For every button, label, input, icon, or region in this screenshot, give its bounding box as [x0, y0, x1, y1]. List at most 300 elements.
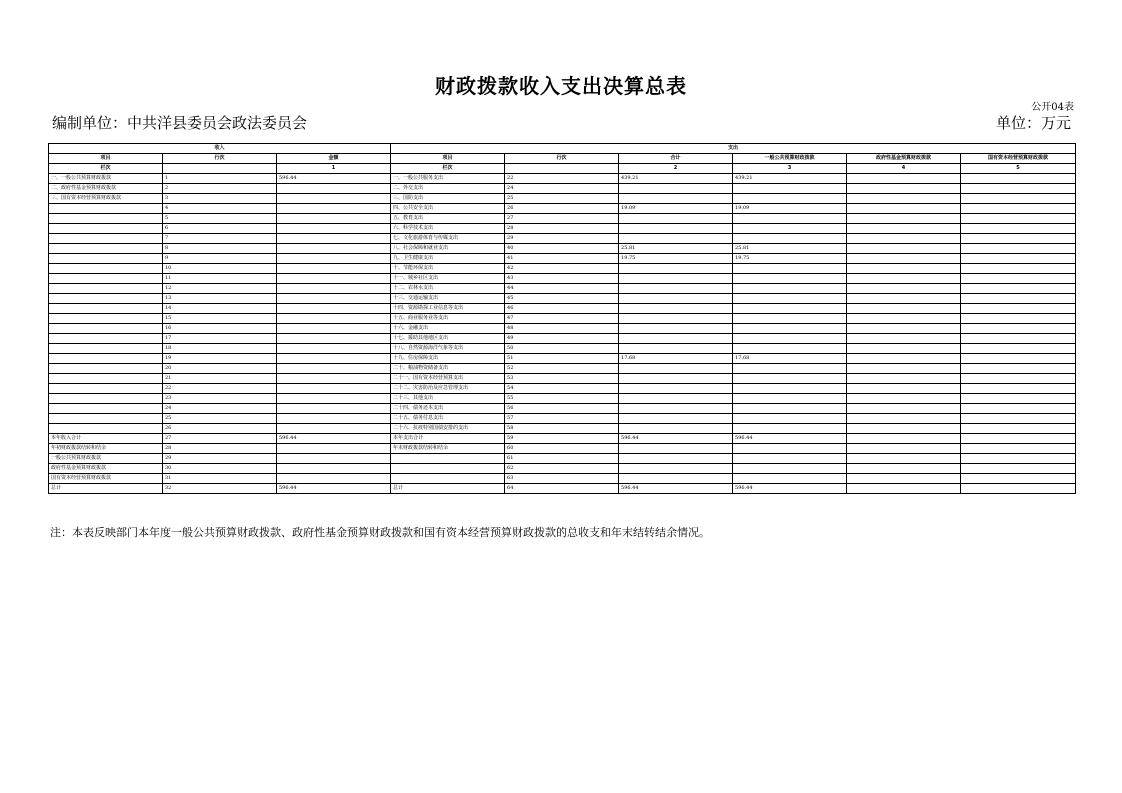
table-cell: 十九、住房保障支出: [391, 354, 505, 364]
table-cell: 41: [505, 254, 619, 264]
table-cell: 61: [505, 454, 619, 464]
table-cell: 十四、资源勘探工业信息等支出: [391, 304, 505, 314]
table-cell: [733, 474, 847, 484]
table-cell: 596.44: [619, 434, 733, 444]
table-cell: [49, 394, 163, 404]
table-cell: [277, 204, 391, 214]
table-row: [49, 204, 1076, 214]
table-cell: 59: [505, 434, 619, 444]
table-cell: 八、社会保障和就业支出: [391, 244, 505, 254]
table-row: [49, 354, 1076, 364]
table-cell: [49, 244, 163, 254]
table-cell: 25: [163, 414, 277, 424]
table-cell: [847, 234, 961, 244]
table-cell: 54: [505, 384, 619, 394]
table-cell: 年末财政拨款结转和结余: [391, 444, 505, 454]
index-cell: 5: [961, 164, 1076, 174]
table-cell: [847, 464, 961, 474]
table-cell: [619, 194, 733, 204]
table-row: [49, 484, 1076, 494]
index-cell: 1: [277, 164, 391, 174]
table-cell: [49, 274, 163, 284]
table-cell: [847, 344, 961, 354]
table-cell: 国有资本经营预算财政拨款: [49, 474, 163, 484]
table-cell: [733, 384, 847, 394]
table-cell: 三、国防支出: [391, 194, 505, 204]
table-cell: [961, 444, 1076, 454]
org-label: 编制单位：中共洋县委员会政法委员会: [52, 114, 308, 132]
table-cell: [961, 184, 1076, 194]
table-cell: [733, 414, 847, 424]
table-cell: [733, 194, 847, 204]
table-cell: 一、一般公共预算财政拨款: [49, 174, 163, 184]
table-cell: [961, 324, 1076, 334]
table-cell: [961, 244, 1076, 254]
table-cell: 17.68: [733, 354, 847, 364]
table-cell: [847, 384, 961, 394]
table-cell: [619, 474, 733, 484]
table-cell: 8: [163, 244, 277, 254]
table-row: [49, 314, 1076, 324]
table-cell: 26: [163, 424, 277, 434]
table-cell: 十五、商业服务业等支出: [391, 314, 505, 324]
table-cell: [733, 404, 847, 414]
table-cell: [733, 344, 847, 354]
table-cell: 7: [163, 234, 277, 244]
table-cell: 21: [163, 374, 277, 384]
table-row: [49, 214, 1076, 224]
table-cell: [619, 324, 733, 334]
table-cell: 64: [505, 484, 619, 494]
table-cell: [961, 464, 1076, 474]
table-cell: 22: [163, 384, 277, 394]
table-cell: [847, 274, 961, 284]
table-cell: [961, 374, 1076, 384]
table-cell: [277, 464, 391, 474]
table-cell: [277, 424, 391, 434]
table-cell: [277, 324, 391, 334]
table-cell: 6: [163, 224, 277, 234]
table-cell: [49, 404, 163, 414]
table-cell: [619, 454, 733, 464]
table-cell: 5: [163, 214, 277, 224]
table-row: [49, 474, 1076, 484]
table-cell: 439.21: [733, 174, 847, 184]
table-cell: [277, 254, 391, 264]
table-cell: [277, 454, 391, 464]
table-cell: [961, 484, 1076, 494]
table-cell: [49, 384, 163, 394]
table-cell: [847, 404, 961, 414]
table-cell: 10: [163, 264, 277, 274]
table-cell: [619, 414, 733, 424]
table-cell: [277, 354, 391, 364]
table-cell: 18: [163, 344, 277, 354]
table-cell: [733, 444, 847, 454]
table-cell: [733, 284, 847, 294]
table-row: [49, 334, 1076, 344]
table-cell: [733, 454, 847, 464]
table-cell: [961, 274, 1076, 284]
table-row: [49, 424, 1076, 434]
table-cell: 16: [163, 324, 277, 334]
index-cell: [505, 164, 619, 174]
table-cell: [49, 344, 163, 354]
table-cell: [733, 314, 847, 324]
table-row: [49, 274, 1076, 284]
table-cell: [733, 424, 847, 434]
table-cell: 四、公共安全支出: [391, 204, 505, 214]
table-cell: [49, 254, 163, 264]
column-header: 合计: [619, 154, 733, 164]
table-cell: [847, 264, 961, 274]
table-cell: 二十、粮油物资储备支出: [391, 364, 505, 374]
table-cell: [49, 314, 163, 324]
table-cell: 596.44: [277, 484, 391, 494]
table-cell: [733, 264, 847, 274]
column-header: 政府性基金预算财政拨款: [847, 154, 961, 164]
table-cell: 52: [505, 364, 619, 374]
unit-label: 单位：万元: [995, 114, 1071, 132]
table-cell: [49, 324, 163, 334]
table-cell: [619, 304, 733, 314]
table-cell: 30: [163, 464, 277, 474]
table-cell: [619, 274, 733, 284]
table-cell: [277, 224, 391, 234]
table-cell: 政府性基金预算财政拨款: [49, 464, 163, 474]
table-cell: 55: [505, 394, 619, 404]
table-cell: 596.44: [733, 484, 847, 494]
table-cell: 439.21: [619, 174, 733, 184]
table-cell: 1: [163, 174, 277, 184]
table-row: [49, 324, 1076, 334]
table-cell: 14: [163, 304, 277, 314]
table-cell: [49, 354, 163, 364]
table-cell: 32: [163, 484, 277, 494]
table-cell: 596.44: [733, 434, 847, 444]
table-cell: 十八、自然资源海洋气象等支出: [391, 344, 505, 354]
table-cell: 九、卫生健康支出: [391, 254, 505, 264]
table-cell: [961, 204, 1076, 214]
table-cell: [277, 264, 391, 274]
table-cell: [733, 184, 847, 194]
table-cell: 13: [163, 294, 277, 304]
table-cell: [961, 224, 1076, 234]
table-body: [49, 174, 1076, 494]
table-cell: [733, 304, 847, 314]
table-cell: [847, 334, 961, 344]
table-cell: [277, 344, 391, 354]
index-cell: [163, 164, 277, 174]
table-cell: 596.44: [619, 484, 733, 494]
table-cell: 63: [505, 474, 619, 484]
table-cell: [961, 354, 1076, 364]
table-cell: [619, 424, 733, 434]
index-cell: 2: [619, 164, 733, 174]
table-cell: 二、政府性基金预算财政拨款: [49, 184, 163, 194]
table-cell: [619, 234, 733, 244]
table-cell: [847, 184, 961, 194]
table-cell: [847, 294, 961, 304]
table-cell: 28: [505, 224, 619, 234]
table-row: [49, 464, 1076, 474]
table-cell: 19: [163, 354, 277, 364]
column-header: 国有资本经营预算财政拨款: [961, 154, 1076, 164]
table-cell: 40: [505, 244, 619, 254]
table-cell: [847, 474, 961, 484]
table-cell: [733, 274, 847, 284]
table-cell: [277, 294, 391, 304]
expense-header: 支出: [391, 144, 1076, 154]
table-cell: [961, 344, 1076, 354]
table-cell: [619, 404, 733, 414]
table-cell: [619, 214, 733, 224]
table-cell: [733, 374, 847, 384]
table-row: [49, 184, 1076, 194]
table-cell: 45: [505, 294, 619, 304]
table-row: [49, 264, 1076, 274]
section-header-row: [49, 144, 1076, 154]
table-cell: [961, 424, 1076, 434]
table-cell: [961, 234, 1076, 244]
table-cell: [277, 184, 391, 194]
column-header: 一般公共预算财政拨款: [733, 154, 847, 164]
table-cell: [847, 364, 961, 374]
table-cell: 二十三、其他支出: [391, 394, 505, 404]
table-cell: 五、教育支出: [391, 214, 505, 224]
table-cell: [847, 194, 961, 204]
table-cell: 19.75: [619, 254, 733, 264]
table-cell: [49, 264, 163, 274]
index-cell: 3: [733, 164, 847, 174]
table-cell: [619, 334, 733, 344]
table-cell: [277, 474, 391, 484]
table-row: [49, 284, 1076, 294]
table-cell: [847, 354, 961, 364]
table-cell: 26: [505, 204, 619, 214]
table-row: [49, 374, 1076, 384]
form-number: 公开04表: [1031, 102, 1074, 113]
table-cell: [277, 384, 391, 394]
table-cell: [277, 414, 391, 424]
table-cell: [619, 314, 733, 324]
table-cell: [961, 174, 1076, 184]
index-cell: 栏次: [49, 164, 163, 174]
table-row: [49, 194, 1076, 204]
table-cell: 二十五、债务付息支出: [391, 414, 505, 424]
table-cell: 44: [505, 284, 619, 294]
table-row: [49, 304, 1076, 314]
table-cell: [277, 444, 391, 454]
table-cell: [961, 434, 1076, 444]
table-cell: 28: [163, 444, 277, 454]
table-cell: 年初财政拨款结转和结余: [49, 444, 163, 454]
table-cell: 22: [505, 174, 619, 184]
index-row: [49, 164, 1076, 174]
table-cell: [619, 264, 733, 274]
table-cell: 本年支出合计: [391, 434, 505, 444]
table-cell: [961, 284, 1076, 294]
column-header: 项目: [391, 154, 505, 164]
table-cell: [847, 314, 961, 324]
table-cell: [619, 464, 733, 474]
table-cell: [847, 324, 961, 334]
table-cell: [847, 424, 961, 434]
table-cell: [733, 324, 847, 334]
table-cell: [847, 374, 961, 384]
table-cell: [847, 484, 961, 494]
table-cell: 24: [163, 404, 277, 414]
table-row: [49, 364, 1076, 374]
table-cell: [961, 384, 1076, 394]
table-cell: 25.81: [619, 244, 733, 254]
table-cell: 17: [163, 334, 277, 344]
table-cell: 十七、援助其他地区支出: [391, 334, 505, 344]
table-cell: [847, 304, 961, 314]
table-cell: [847, 454, 961, 464]
table-cell: 20: [163, 364, 277, 374]
table-cell: [49, 284, 163, 294]
table-cell: [961, 214, 1076, 224]
table-cell: [49, 334, 163, 344]
table-cell: 596.44: [277, 174, 391, 184]
table-cell: 一般公共预算财政拨款: [49, 454, 163, 464]
table-cell: 17.68: [619, 354, 733, 364]
table-row: [49, 254, 1076, 264]
table-cell: 29: [163, 454, 277, 464]
table-cell: [277, 334, 391, 344]
table-cell: 12: [163, 284, 277, 294]
table-cell: [391, 464, 505, 474]
table-cell: [277, 404, 391, 414]
table-cell: [733, 334, 847, 344]
table-cell: 43: [505, 274, 619, 284]
table-cell: [277, 234, 391, 244]
table-cell: [847, 204, 961, 214]
table-cell: [733, 224, 847, 234]
table-cell: 46: [505, 304, 619, 314]
column-header: 行次: [163, 154, 277, 164]
table-cell: [277, 194, 391, 204]
table-cell: [277, 304, 391, 314]
table-cell: [391, 474, 505, 484]
table-cell: 十二、农林水支出: [391, 284, 505, 294]
table-cell: [847, 174, 961, 184]
table-cell: [961, 454, 1076, 464]
table-row: [49, 234, 1076, 244]
table-cell: [619, 364, 733, 374]
table-cell: [847, 254, 961, 264]
table-cell: 25.81: [733, 244, 847, 254]
table-cell: [847, 414, 961, 424]
income-header: 收入: [49, 144, 391, 154]
table-cell: [847, 214, 961, 224]
table-row: [49, 174, 1076, 184]
table-cell: 27: [163, 434, 277, 444]
table-row: [49, 224, 1076, 234]
column-header: 金额: [277, 154, 391, 164]
table-cell: [619, 284, 733, 294]
table-cell: 62: [505, 464, 619, 474]
table-cell: 二十六、抗疫特别国债安排的支出: [391, 424, 505, 434]
table-cell: [391, 454, 505, 464]
table-row: [49, 434, 1076, 444]
table-cell: [277, 244, 391, 254]
table-cell: [277, 214, 391, 224]
index-cell: 栏次: [391, 164, 505, 174]
table-cell: [961, 294, 1076, 304]
table-cell: [733, 214, 847, 224]
table-cell: [49, 214, 163, 224]
table-cell: 19.09: [733, 204, 847, 214]
table-row: [49, 414, 1076, 424]
table-cell: [847, 244, 961, 254]
table-row: [49, 244, 1076, 254]
table-cell: 50: [505, 344, 619, 354]
column-header: 项目: [49, 154, 163, 164]
table-cell: [277, 374, 391, 384]
table-cell: [961, 474, 1076, 484]
table-cell: 27: [505, 214, 619, 224]
table-cell: 六、科学技术支出: [391, 224, 505, 234]
column-header-row: [49, 154, 1076, 164]
table-cell: 十一、城乡社区支出: [391, 274, 505, 284]
table-cell: [49, 224, 163, 234]
table-cell: 42: [505, 264, 619, 274]
table-cell: [49, 374, 163, 384]
table-cell: 二十二、灾害防治及应急管理支出: [391, 384, 505, 394]
table-cell: 51: [505, 354, 619, 364]
table-cell: [961, 404, 1076, 414]
table-cell: [619, 374, 733, 384]
table-cell: [619, 394, 733, 404]
table-cell: [49, 204, 163, 214]
table-cell: [277, 364, 391, 374]
table-cell: [277, 314, 391, 324]
table-cell: [847, 224, 961, 234]
table-cell: [49, 234, 163, 244]
table-cell: 25: [505, 194, 619, 204]
table-cell: 3: [163, 194, 277, 204]
table-cell: [619, 344, 733, 354]
table-cell: [961, 264, 1076, 274]
table-cell: 二十四、债务还本支出: [391, 404, 505, 414]
table-cell: [961, 364, 1076, 374]
table-cell: [277, 394, 391, 404]
index-cell: 4: [847, 164, 961, 174]
table-cell: [619, 444, 733, 454]
table-cell: 十六、金融支出: [391, 324, 505, 334]
table-cell: [619, 224, 733, 234]
table-cell: 58: [505, 424, 619, 434]
table-cell: [49, 424, 163, 434]
table-cell: [961, 414, 1076, 424]
table-cell: [961, 254, 1076, 264]
table-cell: [619, 184, 733, 194]
table-cell: 二十一、国有资本经营预算支出: [391, 374, 505, 384]
table-cell: [277, 274, 391, 284]
table-cell: [619, 384, 733, 394]
table-row: [49, 394, 1076, 404]
table-cell: 一、一般公共服务支出: [391, 174, 505, 184]
table-cell: [847, 434, 961, 444]
table-cell: [277, 284, 391, 294]
table-cell: 48: [505, 324, 619, 334]
table-cell: 二、外交支出: [391, 184, 505, 194]
table-cell: 19.75: [733, 254, 847, 264]
column-header: 行次: [505, 154, 619, 164]
table-cell: 本年收入合计: [49, 434, 163, 444]
